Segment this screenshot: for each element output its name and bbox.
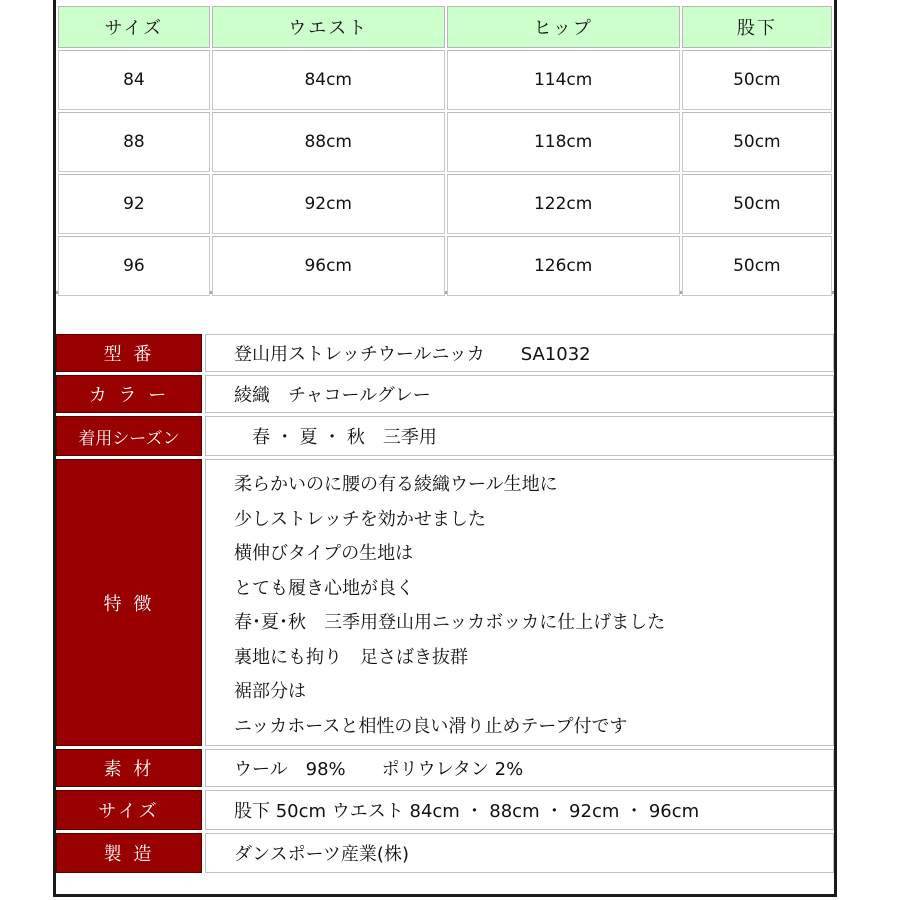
label-features: 特 徴 bbox=[56, 459, 202, 746]
label-season: 着用シーズン bbox=[56, 416, 202, 456]
product-info-frame bbox=[53, 0, 837, 897]
spec-row-model bbox=[56, 334, 834, 372]
size-chart bbox=[56, 4, 834, 294]
spec-row-features bbox=[56, 459, 834, 746]
header-inseam: 股下 bbox=[682, 6, 832, 48]
cell-inseam: 50cm bbox=[682, 112, 832, 172]
cell-inseam: 50cm bbox=[682, 174, 832, 234]
cell-size: 88 bbox=[58, 112, 210, 172]
value-maker: ダンスポーツ産業(株) bbox=[205, 833, 834, 873]
table-row bbox=[58, 174, 832, 234]
label-size: サイズ bbox=[56, 790, 202, 830]
feature-line: 横伸びタイプの生地は bbox=[234, 543, 414, 564]
feature-line: 裏地にも拘り 足さばき抜群 bbox=[234, 646, 468, 668]
feature-line: ニッカホースと相性の良い滑り止めテープ付です bbox=[234, 715, 628, 737]
label-material: 素 材 bbox=[56, 749, 202, 787]
label-maker: 製 造 bbox=[56, 833, 202, 873]
header-hip: ヒップ bbox=[447, 6, 680, 48]
spec-table bbox=[56, 334, 834, 876]
table-row bbox=[58, 112, 832, 172]
spec-row-size bbox=[56, 790, 834, 830]
spec-row-maker bbox=[56, 833, 834, 873]
cell-size: 96 bbox=[58, 236, 210, 296]
value-season: 春 ・ 夏 ・ 秋 三季用 bbox=[205, 416, 834, 456]
cell-waist: 92cm bbox=[212, 174, 445, 234]
table-row bbox=[58, 236, 832, 296]
cell-waist: 88cm bbox=[212, 112, 445, 172]
label-color: カ ラ ー bbox=[56, 375, 202, 413]
cell-size: 92 bbox=[58, 174, 210, 234]
cell-hip: 114cm bbox=[447, 50, 680, 110]
cell-inseam: 50cm bbox=[682, 236, 832, 296]
value-size: 股下 50cm ウエスト 84cm ・ 88cm ・ 92cm ・ 96cm bbox=[205, 790, 834, 830]
value-color: 綾織 チャコールグレー bbox=[205, 375, 834, 413]
label-model: 型 番 bbox=[56, 334, 202, 372]
feature-line: 裾部分は bbox=[234, 681, 306, 702]
value-model: 登山用ストレッチウールニッカ SA1032 bbox=[205, 334, 834, 372]
header-waist: ウエスト bbox=[212, 6, 445, 48]
cell-inseam: 50cm bbox=[682, 50, 832, 110]
cell-waist: 96cm bbox=[212, 236, 445, 296]
header-size: サイズ bbox=[58, 6, 210, 48]
cell-hip: 118cm bbox=[447, 112, 680, 172]
size-table-header-row bbox=[58, 6, 832, 48]
feature-line: 春･夏･秋 三季用登山用ニッカボッカに仕上げました bbox=[234, 612, 666, 633]
spec-row-color bbox=[56, 375, 834, 413]
value-features bbox=[205, 459, 834, 746]
value-material: ウール 98% ポリウレタン 2% bbox=[205, 749, 834, 787]
spec-row-season bbox=[56, 416, 834, 456]
cell-hip: 126cm bbox=[447, 236, 680, 296]
feature-line: 柔らかいのに腰の有る綾織ウール生地に bbox=[234, 474, 558, 495]
table-row bbox=[58, 50, 832, 110]
size-table bbox=[56, 4, 834, 298]
cell-waist: 84cm bbox=[212, 50, 445, 110]
spec-row-material bbox=[56, 749, 834, 787]
feature-line: 少しストレッチを効かせました bbox=[234, 508, 486, 530]
cell-size: 84 bbox=[58, 50, 210, 110]
cell-hip: 122cm bbox=[447, 174, 680, 234]
feature-line: とても履き心地が良く bbox=[234, 577, 414, 599]
